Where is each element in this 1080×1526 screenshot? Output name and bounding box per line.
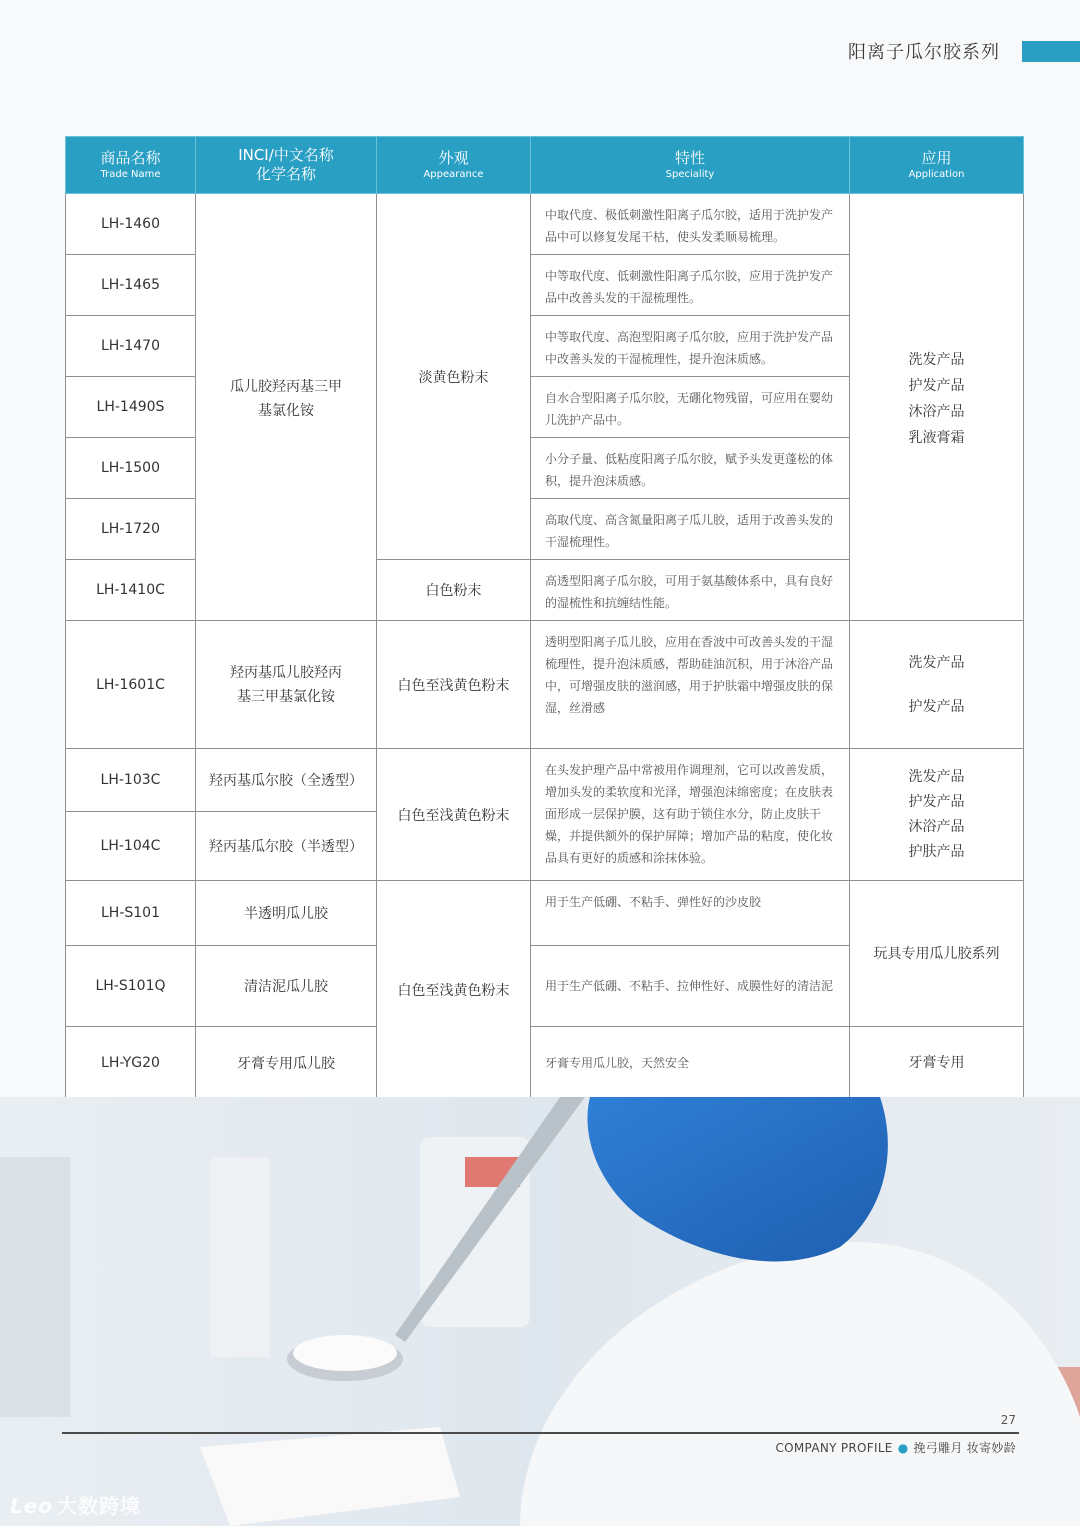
footer-slogan: 挽弓雕月 妆寄妙龄 (913, 1441, 1016, 1455)
appearance-cell: 白色至浅黄色粉末 (377, 749, 531, 881)
header-inci-name: INCI/中文名称 化学名称 (196, 137, 377, 194)
trade-name-cell: LH-103C (66, 749, 196, 812)
speciality-cell: 牙膏专用瓜儿胶，天然安全 (531, 1027, 850, 1100)
trade-name-cell: LH-1460 (66, 194, 196, 255)
title-accent-bar (1022, 41, 1080, 62)
inci-cell: 羟丙基瓜尔胶（全透型） (196, 749, 377, 812)
application-cell: 洗发产品 护发产品 沐浴产品 护肤产品 (850, 749, 1024, 881)
speciality-cell: 用于生产低硼、不粘手、拉伸性好、成膜性好的清洁泥 (531, 946, 850, 1027)
trade-name-cell: LH-1490S (66, 377, 196, 438)
speciality-cell: 透明型阳离子瓜儿胶，应用在香波中可改善头发的干湿梳理性，提升泡沫质感，帮助硅油沉积，用于沐浴产品中，可增强皮肤的滋润感，用于护肤霜中增强皮肤的保湿，丝滑感 (531, 621, 850, 749)
inci-cell: 羟丙基瓜儿胶羟丙 基三甲基氯化铵 (196, 621, 377, 749)
page-number: 27 (1000, 1413, 1016, 1427)
application-cell: 牙膏专用 (850, 1027, 1024, 1100)
application-cell: 洗发产品 护发产品 (850, 621, 1024, 749)
appearance-cell: 白色至浅黄色粉末 (377, 881, 531, 1100)
table-row (66, 749, 1024, 812)
application-cell: 洗发产品 护发产品 沐浴产品 乳液膏霜 (850, 194, 1024, 621)
application-cell: 玩具专用瓜儿胶系列 (850, 881, 1024, 1027)
speciality-cell: 在头发护理产品中常被用作调理剂，它可以改善发质，增加头发的柔软度和光泽，增强泡沫绵密度；在皮肤表面形成一层保护膜，这有助于锁住水分，防止皮肤干燥，并提供额外的保护屏障；增加产品的粘度，使化妆品具有更好的质感和涂抹体验。 (531, 749, 850, 881)
trade-name-cell: LH-1720 (66, 499, 196, 560)
trade-name-cell: LH-S101 (66, 881, 196, 946)
trade-name-cell: LH-1410C (66, 560, 196, 621)
inci-cell: 羟丙基瓜尔胶（半透型） (196, 812, 377, 881)
section-title: 阳离子瓜尔胶系列 (848, 42, 1000, 63)
speciality-cell: 中取代度、极低刺激性阳离子瓜尔胶，适用于洗护发产品中可以修复发尾干枯，使头发柔顺易梳理。 (531, 194, 850, 255)
speciality-cell: 小分子量、低粘度阳离子瓜尔胶，赋予头发更蓬松的体积，提升泡沫质感。 (531, 438, 850, 499)
trade-name-cell: LH-104C (66, 812, 196, 881)
product-table (65, 136, 1024, 1100)
trade-name-cell: LH-1601C (66, 621, 196, 749)
speciality-cell: 自水合型阳离子瓜尔胶，无硼化物残留，可应用在婴幼儿洗护产品中。 (531, 377, 850, 438)
inci-cell: 清洁泥瓜儿胶 (196, 946, 377, 1027)
appearance-cell: 淡黄色粉末 (377, 194, 531, 560)
speciality-cell: 用于生产低硼、不粘手、弹性好的沙皮胶 (531, 881, 850, 946)
lab-photo-illustration (0, 1097, 1080, 1526)
table-row (66, 881, 1024, 946)
appearance-cell: 白色粉末 (377, 560, 531, 621)
header-application: 应用 Application (850, 137, 1024, 194)
table-row (66, 194, 1024, 255)
speciality-cell: 高透型阳离子瓜尔胶，可用于氨基酸体系中，具有良好的湿梳性和抗缠结性能。 (531, 560, 850, 621)
footer-divider (62, 1432, 1019, 1434)
lab-photo (0, 1097, 1080, 1526)
header-trade-name: 商品名称 Trade Name (66, 137, 196, 194)
inci-cell: 瓜儿胶羟丙基三甲 基氯化铵 (196, 194, 377, 621)
footer (775, 1439, 1016, 1456)
table-row (66, 621, 1024, 749)
speciality-cell: 中等取代度、低刺激性阳离子瓜尔胶，应用于洗护发产品中改善头发的干湿梳理性。 (531, 255, 850, 316)
table-header-row (66, 137, 1024, 194)
bullet-icon: ● (897, 1441, 909, 1455)
speciality-cell: 中等取代度、高泡型阳离子瓜尔胶，应用于洗护发产品中改善头发的干湿梳理性，提升泡沫质感。 (531, 316, 850, 377)
header-appearance: 外观 Appearance (377, 137, 531, 194)
trade-name-cell: LH-1500 (66, 438, 196, 499)
footer-company: COMPANY PROFILE (775, 1441, 893, 1455)
inci-cell: 牙膏专用瓜儿胶 (196, 1027, 377, 1100)
trade-name-cell: LH-YG20 (66, 1027, 196, 1100)
speciality-cell: 高取代度、高含氮量阳离子瓜儿胶，适用于改善头发的干湿梳理性。 (531, 499, 850, 560)
inci-cell: 半透明瓜儿胶 (196, 881, 377, 946)
header-speciality: 特性 Speciality (531, 137, 850, 194)
watermark-logo-icon: Leo (10, 1494, 54, 1518)
table-row (66, 1027, 1024, 1100)
trade-name-cell: LH-1470 (66, 316, 196, 377)
watermark-text: 大数跨境 (57, 1494, 142, 1518)
appearance-cell: 白色至浅黄色粉末 (377, 621, 531, 749)
trade-name-cell: LH-1465 (66, 255, 196, 316)
trade-name-cell: LH-S101Q (66, 946, 196, 1027)
watermark (10, 1490, 141, 1519)
